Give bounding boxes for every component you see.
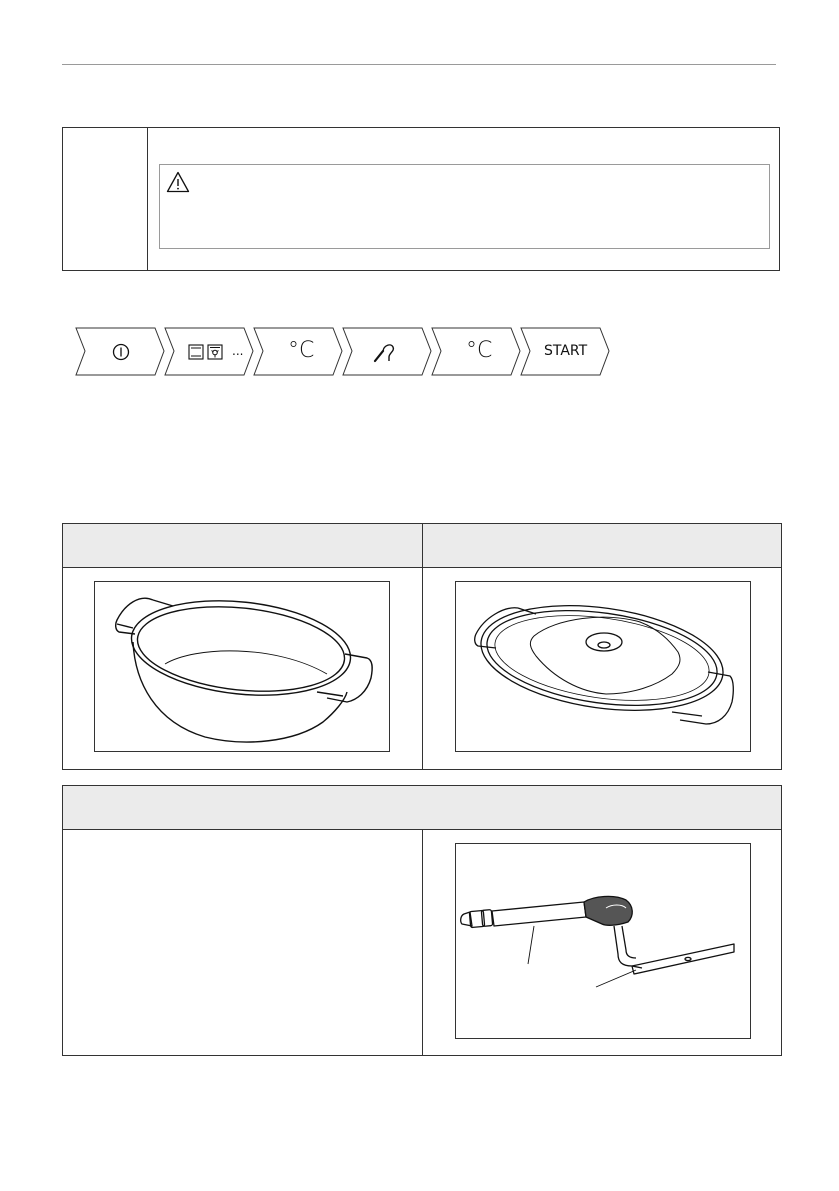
warning-box bbox=[159, 164, 770, 249]
roasting-pan-lid-image bbox=[455, 581, 751, 752]
food-probe-table-header bbox=[63, 786, 781, 830]
temperature-icon-2: °C bbox=[466, 338, 493, 363]
roasting-pan-image bbox=[94, 581, 390, 752]
roasting-pan-icon bbox=[95, 582, 389, 751]
step-ellipsis: ... bbox=[232, 344, 244, 358]
power-icon bbox=[112, 343, 130, 361]
operation-sequence bbox=[70, 327, 630, 377]
warning-table bbox=[62, 127, 780, 271]
food-probe-image bbox=[455, 843, 751, 1039]
food-probe-column-divider bbox=[422, 829, 423, 1055]
temperature-icon: °C bbox=[288, 338, 315, 363]
food-probe-table bbox=[62, 785, 782, 1056]
roasting-pan-lid-icon bbox=[456, 582, 750, 751]
accessories-column-divider bbox=[422, 524, 423, 769]
food-probe-with-cable-icon bbox=[456, 844, 750, 1038]
food-probe-icon bbox=[373, 340, 397, 364]
accessories-table bbox=[62, 523, 782, 770]
heating-function-icons bbox=[188, 344, 234, 360]
start-label: START bbox=[544, 343, 588, 359]
header-rule bbox=[62, 64, 776, 65]
warning-triangle-icon bbox=[166, 171, 190, 193]
warning-table-divider bbox=[147, 128, 148, 270]
